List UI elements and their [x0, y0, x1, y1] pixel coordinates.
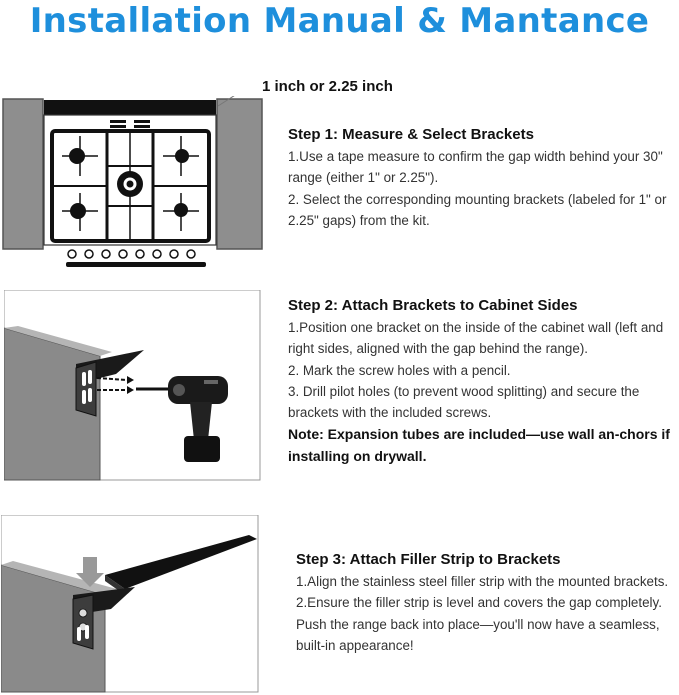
step-3: [296, 549, 676, 656]
left-cabinet: [3, 99, 43, 249]
burner-icon: [70, 203, 86, 219]
range-gap-illustration: [0, 96, 265, 276]
gas-range: [44, 100, 216, 267]
step-instruction: 1.Position one bracket on the inside of the cabinet wall (left and right sides, aligned with the gap behind the range).: [288, 320, 664, 357]
filler-strip-illustration: [1, 515, 259, 693]
step-instruction: 3. Drill pilot holes (to prevent wood splitting) and secure the brackets with the included screws.: [288, 383, 640, 421]
step-heading: Step 3: Attach Filler Strip to Brackets: [296, 551, 561, 568]
step-instruction: 2.Ensure the filler strip is level and covers the gap completely. Push the range back into place—you'll now have a seamless, built-in appearance!: [296, 595, 662, 653]
attach-bracket-illustration: [4, 290, 261, 481]
range-backguard: [44, 100, 216, 115]
control-knobs: [68, 250, 195, 258]
drywall-note: Note: Expansion tubes are included—use wall an-chors if installing on drywall.: [288, 426, 670, 464]
step-heading: Step 1: Measure & Select Brackets: [288, 126, 534, 143]
burner-icon: [69, 148, 85, 164]
step-heading: Step 2: Attach Brackets to Cabinet Sides: [288, 297, 578, 314]
screw-icon: [79, 609, 87, 617]
step-instruction: 1.Use a tape measure to confirm the gap width behind your 30" range (either 1" or 2.25").: [288, 149, 663, 186]
page-title: Installation Manual & Mantance: [29, 1, 650, 41]
step-instruction: 2. Select the corresponding mounting brackets (labeled for 1" or 2.25" gaps) from the kit.: [288, 191, 667, 228]
step-instruction: 1.Align the stainless steel filler strip with the mounted brackets.: [296, 574, 669, 589]
gap-width-label: 1 inch or 2.25 inch: [262, 78, 393, 95]
burner-icon: [175, 149, 189, 163]
right-cabinet: [217, 99, 262, 249]
oven-handle: [66, 262, 206, 267]
step-2: [288, 295, 679, 467]
burner-icon: [174, 203, 188, 217]
step-instruction: 2. Mark the screw holes with a pencil.: [288, 362, 511, 378]
step-1: [288, 124, 668, 231]
